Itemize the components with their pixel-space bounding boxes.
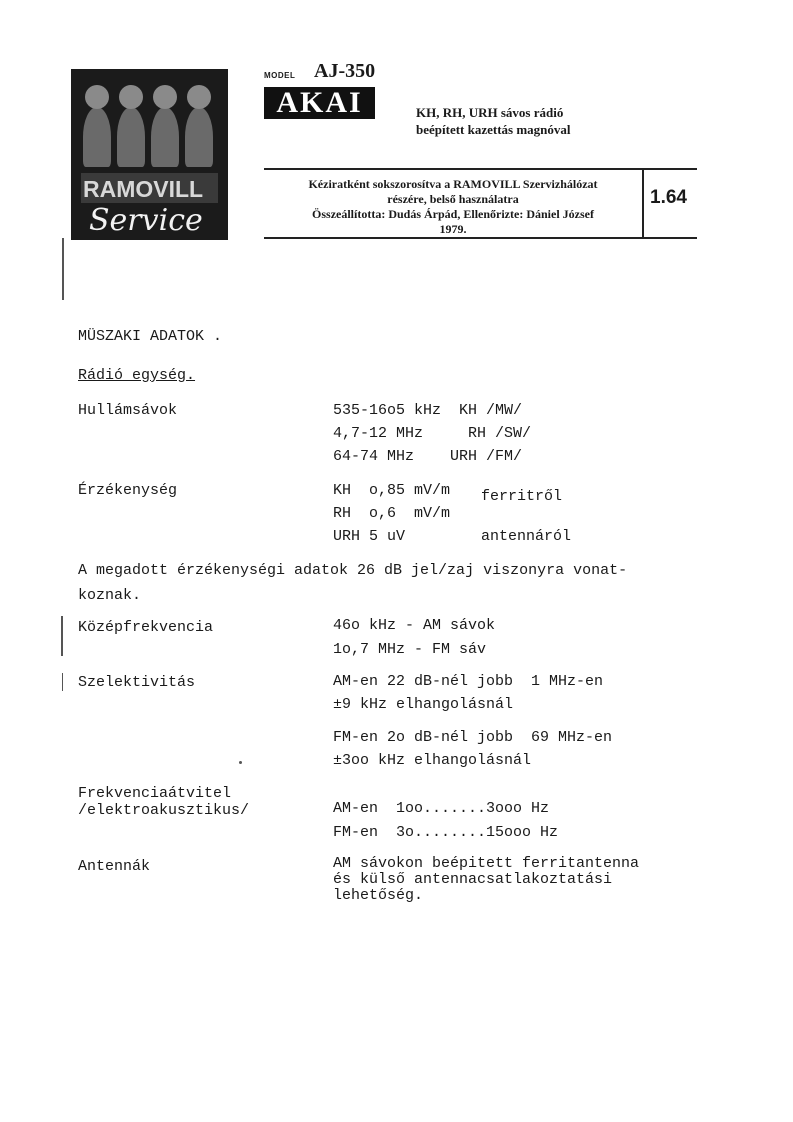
spec-label-elektroakusztikus: /elektroakusztikus/	[78, 802, 250, 819]
spec-label-antennak: Antennák	[78, 858, 151, 875]
scan-mark	[62, 238, 64, 300]
spec-value: 535-16o5 kHz KH /MW/	[333, 402, 523, 419]
publication-year: 1979.	[439, 222, 467, 236]
spec-value: AM sávokon beépitett ferritantenna	[333, 855, 640, 872]
spec-value: lehetőség.	[333, 887, 424, 904]
spec-value: AM-en 22 dB-nél jobb 1 MHz-en	[333, 673, 604, 690]
header-rule-divider	[642, 168, 644, 239]
worker-head-icon	[187, 85, 211, 109]
spec-value: KH o,85 mV/m	[333, 482, 451, 499]
spec-value: ±9 kHz elhangolásnál	[333, 696, 514, 713]
header-rule-bottom	[264, 237, 697, 239]
spec-note: ferritről	[481, 488, 563, 505]
paragraph-line-2: koznak.	[78, 587, 142, 604]
spec-label-szelektivitas: Szelektivitás	[78, 674, 196, 691]
logo-script-text: Service	[89, 203, 203, 238]
device-description-line-2: beépített kazettás magnóval	[416, 122, 571, 137]
spec-label-kozepfrekvencia: Középfrekvencia	[78, 619, 214, 636]
scan-mark	[62, 673, 63, 691]
section-title: MÜSZAKI ADATOK .	[78, 328, 223, 345]
spec-label-hullamsavok: Hullámsávok	[78, 402, 178, 419]
publication-note-line-1: Kéziratként sokszorosítva a RAMOVILL Szervizhálózat	[308, 177, 598, 191]
paragraph-line-1: A megadott érzékenységi adatok 26 dB jel/zaj viszonyra vonat-	[78, 562, 628, 579]
spec-value: 46o kHz - AM sávok	[333, 617, 496, 634]
worker-head-icon	[85, 85, 109, 109]
ramovill-service-logo	[71, 69, 228, 240]
spec-value: FM-en 2o dB-nél jobb 69 MHz-en	[333, 729, 613, 746]
spec-label-erzekenyseg: Érzékenység	[78, 482, 178, 499]
spec-value: 4,7-12 MHz RH /SW/	[333, 425, 532, 442]
worker-figure-icon	[151, 107, 179, 167]
spec-note: antennáról	[481, 528, 572, 545]
spec-value: ±3oo kHz elhangolásnál	[333, 752, 532, 769]
akai-brand-logo: AKAI	[264, 87, 375, 119]
worker-figure-icon	[185, 107, 213, 167]
spec-value: és külső antennacsatlakoztatási	[333, 871, 613, 888]
spec-value: 1o,7 MHz - FM sáv	[333, 641, 487, 658]
header-rule-top	[264, 168, 697, 170]
spec-value: 64-74 MHz URH /FM/	[333, 448, 523, 465]
publication-note-line-2: részére, belső használatra	[387, 192, 519, 206]
spec-value: RH o,6 mV/m	[333, 505, 451, 522]
device-description-line-1: KH, RH, URH sávos rádió	[416, 105, 564, 120]
publication-note-line-3: Összeállította: Dudás Árpád, Ellenőrizte: Dániel József	[312, 207, 594, 221]
spec-value: URH 5 uV	[333, 528, 406, 545]
model-tag: MODEL	[264, 71, 296, 80]
model-number: AJ-350	[314, 60, 376, 82]
subsection-title: Rádió egység.	[78, 367, 196, 384]
worker-figure-icon	[117, 107, 145, 167]
document-code: 1.64	[650, 187, 687, 208]
worker-head-icon	[119, 85, 143, 109]
worker-head-icon	[153, 85, 177, 109]
scan-mark	[61, 616, 63, 656]
spec-value: FM-en 3o........15ooo Hz	[333, 824, 559, 841]
spec-label-frekvenciaatvitel: Frekvenciaátvitel	[78, 785, 232, 802]
spec-value: AM-en 1oo.......3ooo Hz	[333, 800, 550, 817]
worker-figure-icon	[83, 107, 111, 167]
scan-mark	[239, 761, 242, 764]
logo-brand-text: RAMOVILL	[83, 176, 204, 202]
